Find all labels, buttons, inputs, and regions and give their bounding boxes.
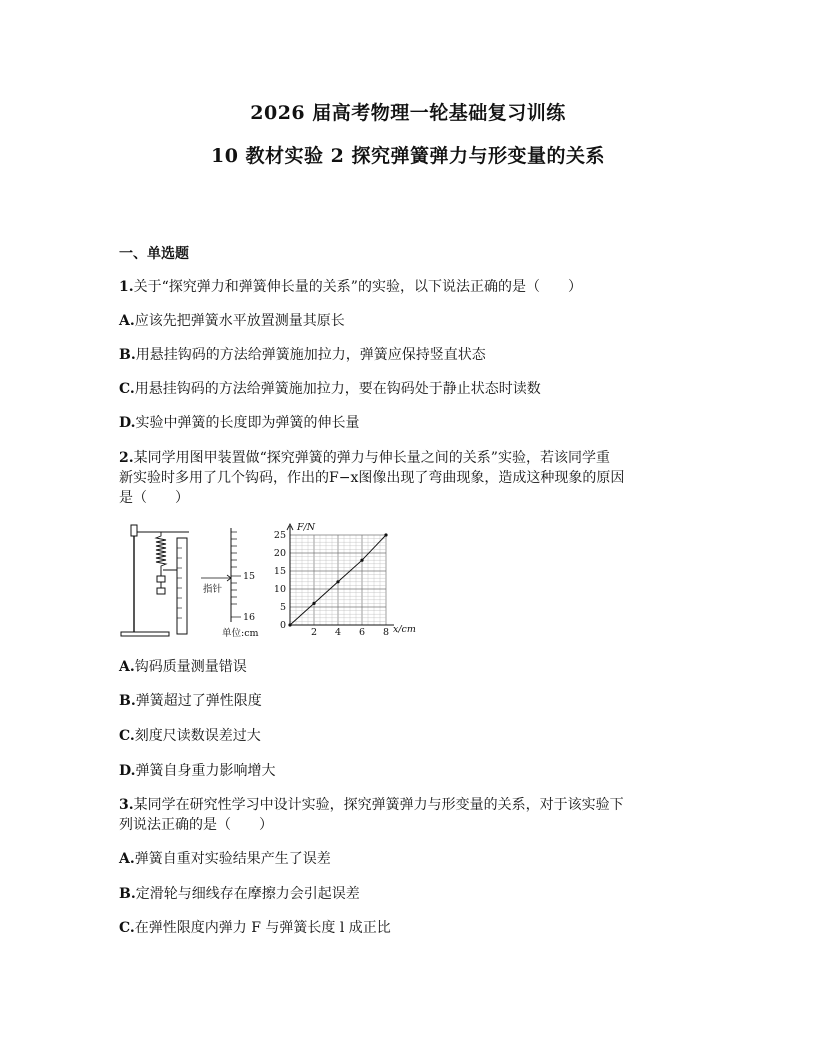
option-text: 弹簧自重对实验结果产生了误差 [134,851,331,867]
option-text: 弹簧超过了弹性限度 [135,693,262,709]
option-text: 钩码质量测量错误 [134,659,247,675]
data-point [336,580,339,583]
option-key: C. [119,920,135,936]
option-key: D. [119,415,136,431]
scale-mark-16: 16 [243,612,256,623]
option-key: C. [119,381,135,397]
question-2-option-c [119,726,261,746]
force-extension-graph [274,522,416,638]
question-1-option-d [119,413,360,433]
question-text: 关于“探究弹力和弹簧伸长量的关系”的实验，以下说法正确的是（ ） [133,279,582,295]
question-2-stem-line-2: 新实验时多用了几个钩码，作出的F−x图像出现了弯曲现象，造成这种现象的原因 [119,470,625,486]
option-text: 用悬挂钩码的方法给弹簧施加拉力，弹簧应保持竖直状态 [135,347,486,363]
y-tick-label: 5 [279,602,286,613]
pointer-label: 指针 [203,584,223,595]
option-key: A. [119,851,135,867]
question-3-option-c [119,918,391,938]
option-key: B. [119,693,136,709]
option-key: B. [119,347,136,363]
data-point [312,602,315,605]
question-2-option-d [119,761,276,781]
question-number: 3. [119,797,134,813]
y-tick-label: 15 [273,566,286,577]
document-subtitle: 10 教材实验 2 探究弹簧弹力与形变量的关系 [210,145,605,167]
iron-stand-illustration [121,525,189,636]
data-point [360,559,363,562]
question-1-option-a [119,311,345,331]
document-title: 2026 届高考物理一轮基础复习训练 [250,102,566,124]
option-text: 弹簧自身重力影响增大 [135,763,276,779]
y-tick-label: 0 [279,620,286,631]
x-axis-label: x/cm [393,624,416,635]
option-text: 在弹性限度内弹力 F 与弹簧长度 l 成正比 [134,920,391,936]
question-2-stem-line-3: 是（ ） [119,490,189,506]
data-point [288,623,291,626]
y-tick-label: 25 [273,530,286,541]
question-3-stem-line-2: 列说法正确的是（ ） [119,817,273,833]
option-text: 刻度尺读数误差过大 [134,728,261,744]
option-key: A. [119,659,135,675]
option-key: B. [119,886,136,902]
question-3-option-a [119,849,331,869]
unit-label: 单位:cm [222,628,259,639]
question-2-option-a [119,657,247,677]
x-tick-label: 6 [358,627,366,638]
question-2-option-b [119,691,262,711]
data-point [384,533,387,536]
option-text: 应该先把弹簧水平放置测量其原长 [134,313,345,329]
x-tick-label: 8 [382,627,390,638]
option-key: A. [119,313,135,329]
question-1-option-b [119,345,486,365]
x-tick-label: 2 [310,627,318,638]
y-axis-label: F/N [297,522,316,533]
option-key: C. [119,728,135,744]
experiment-figure [117,518,427,642]
option-text: 用悬挂钩码的方法给弹簧施加拉力，要在钩码处于静止状态时读数 [134,381,541,397]
scale-mark-15: 15 [243,571,256,582]
x-tick-label: 4 [334,627,342,638]
question-3-stem-line-1 [119,795,624,815]
question-number: 2. [119,450,134,466]
question-text: 某同学在研究性学习中设计实验，探究弹簧弹力与形变量的关系，对于该实验下 [133,797,624,813]
option-text: 定滑轮与细线存在摩擦力会引起误差 [135,886,360,902]
y-tick-label: 20 [273,548,286,559]
y-tick-label: 10 [273,584,286,595]
figure-svg [117,518,427,642]
option-text: 实验中弹簧的长度即为弹簧的伸长量 [135,415,360,431]
question-3-option-b [119,884,360,904]
section-heading: 一、单选题 [119,246,189,262]
question-2-stem-line-1 [119,448,610,468]
question-text: 某同学用图甲装置做“探究弹簧的弹力与伸长量之间的关系”实验，若该同学重 [133,450,610,466]
question-number: 1. [119,279,134,295]
option-key: D. [119,763,136,779]
question-1-stem [119,277,582,297]
pointer-scale-detail [201,528,241,622]
graph-ticks [274,530,389,638]
question-1-option-c [119,379,541,399]
